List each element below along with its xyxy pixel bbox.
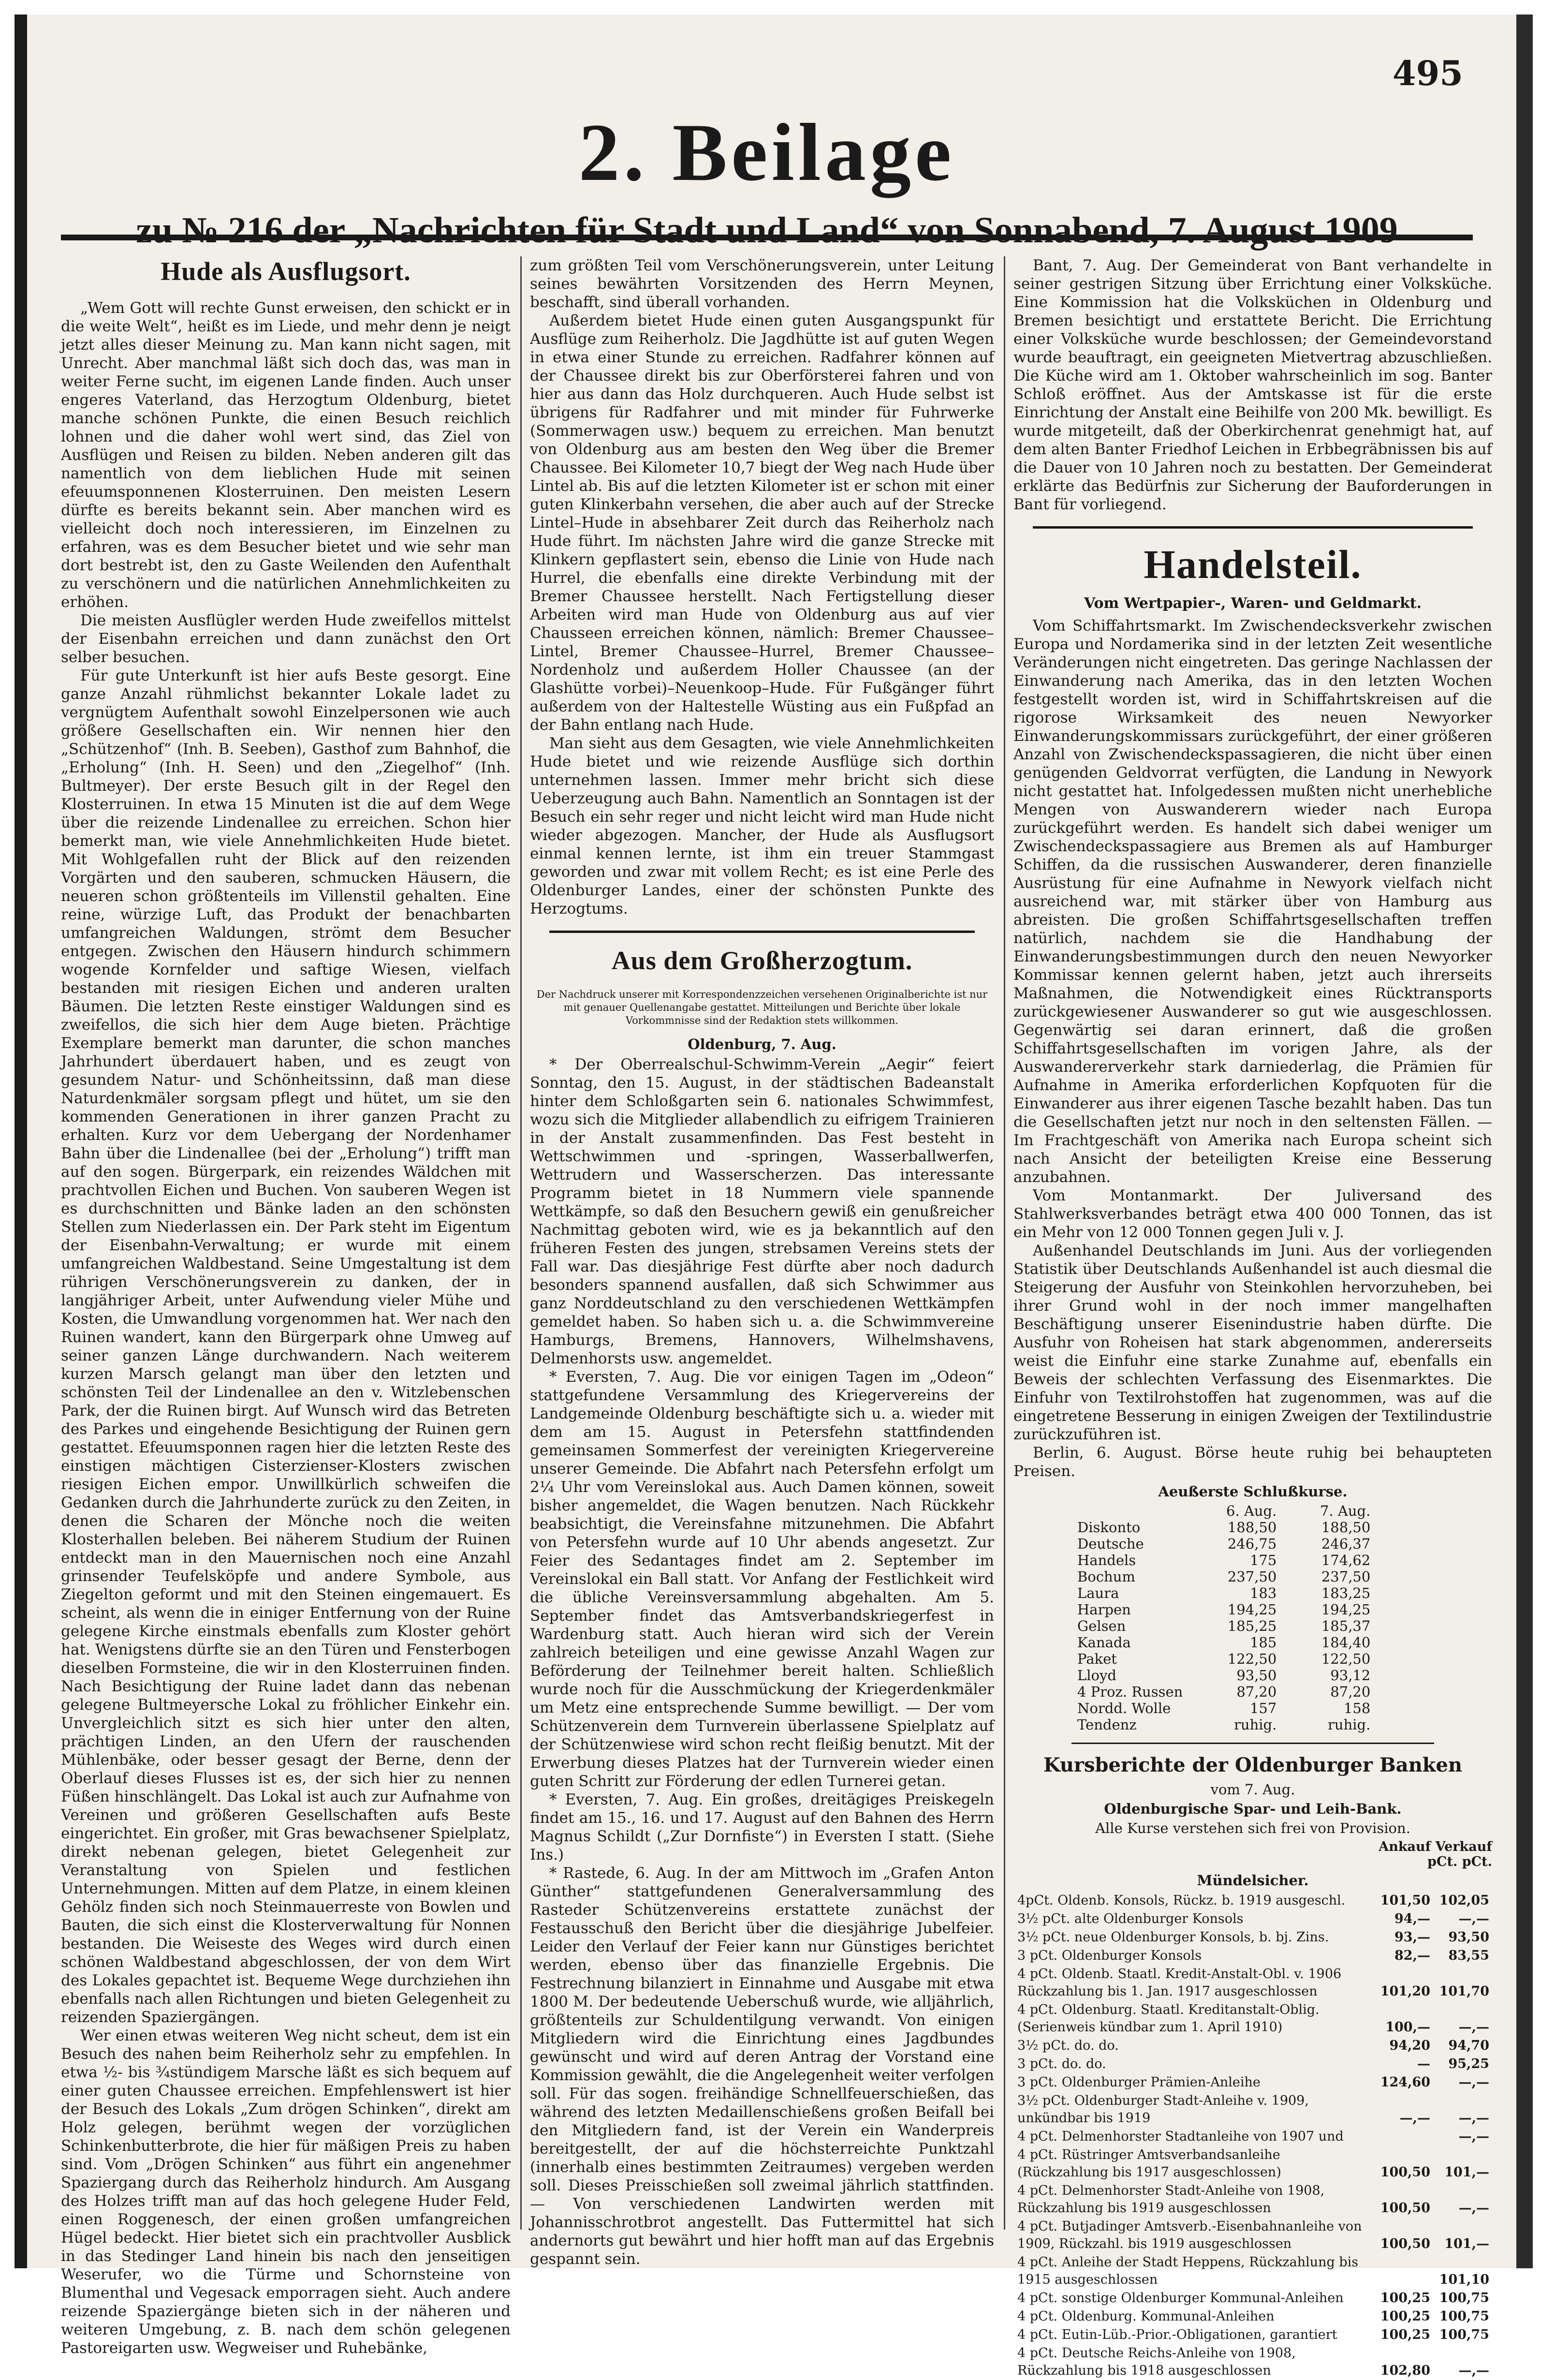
- supplement-subtitle: zu № 216 der „Nachrichten für Stadt und Land“ von Sonnabend, 7. August 1909: [136, 210, 1398, 251]
- stock-row: [1071, 1585, 1376, 1601]
- stock-row: [1071, 1700, 1376, 1716]
- stock-price: 175: [1249, 1552, 1277, 1568]
- news-item: * Eversten, 7. Aug. Ein großes, dreitägiges Preiskegeln findet am 15., 16. und 17. August auf den Bahnen des Herrn Magnus Schildt („Zur Dornfiste“) in Eversten I statt. (Siehe Ins.): [530, 1791, 994, 1863]
- stock-name: Diskonto: [1077, 1519, 1141, 1536]
- section-rule: [1033, 526, 1473, 529]
- bank-name: Oldenburgische Spar- und Leih-Bank.: [1104, 1801, 1402, 1817]
- buy-rate: —,—: [1399, 2111, 1430, 2126]
- reprint-note: Der Nachdruck unserer mit Korrespondenzzeichen versehenen Originalberichte ist nur mit genauer Quellenangabe gestattet. Mitteilungen und Berichte über lokale Vorkommnisse sind der Redaktion stets willkommen.: [536, 989, 988, 1026]
- sell-rate: —,—: [1458, 1911, 1489, 1926]
- stock-name: Gelsen: [1077, 1618, 1126, 1634]
- security-name: 4pCt. Oldenb. Konsols, Rückz. b. 1919 ausgeschl.: [1017, 1893, 1346, 1908]
- buy-rate: 94,—: [1394, 1911, 1430, 1926]
- bank-rate-table: [1013, 1892, 1492, 2380]
- market-paragraph: Vom Montanmarkt. Der Juliversand des Stahlwerksverbandes beträgt etwa 400 000 Tonnen, das ist ein Mehr von 12 000 Tonnen gegen Juli v. J.: [1013, 1187, 1492, 1241]
- security-name: 4 pCt. Oldenburg. Staatl. Kreditanstalt-Oblig. (Serienweis kündbar zum 1. April 1910): [1017, 2002, 1320, 2035]
- stock-row: [1071, 1568, 1376, 1585]
- bank-rate-row: [1013, 2326, 1492, 2344]
- column-2: [530, 256, 994, 2268]
- article-heading-hude: Hude als Ausflugsort.: [161, 257, 411, 286]
- stock-price: 158: [1343, 1700, 1371, 1716]
- sell-rate: 101,—: [1444, 2165, 1489, 2180]
- masthead-rule: [61, 235, 1473, 240]
- sell-rate: 101,70: [1439, 1984, 1489, 1999]
- sell-rate: 83,55: [1448, 1948, 1489, 1963]
- news-item: * Rastede, 6. Aug. In der am Mittwoch im „Grafen Anton Günther“ stattgefundenen Generalversammlung des Rasteder Schützenvereins erstattete zunächst der Festausschuß den Bericht über die diesjährige Jubelfeier. Leider den Verlauf der Feier kann nur Günstiges berichtet werden, ebenso über das finanzielle Ergebnis. Die Festrechnung bilanziert in Einnahme und Ausgabe mit etwa 1800 M. Der bedeutende Ueberschuß wurde, wie alljährlich, größtenteils zur Schuldentilgung verwandt. Von einigen Mitgliedern wird die Einrichtung eines Jagdbundes gewünscht und wird auf deren Antrag der Vorstand eine Kommission gewählt, die die Angelegenheit weiter verfolgen soll. Für das sogen. freihändige Schnellfeuerschießen, das während des letzten Medaillenschießens großen Beifall bei den Mitgliedern fand, ist der Verein ein Wanderpreis bereitgestellt, der auf die höchsterreichte Punktzahl (innerhalb eines bestimmten Zeitraumes) vergeben werden soll. Dieses Preisschießen soll zweimal jährlich stattfinden. — Von verschiedenen Landwirten werden mit Johannisschrotbrot angestellt. Das Futtermittel hat sich andernorts gut bewährt und hier hofft man auf das Ergebnis gespannt sein.: [530, 1864, 994, 2268]
- sell-rate: —,—: [1458, 2075, 1489, 2090]
- stock-price: 122,50: [1227, 1651, 1277, 1667]
- stock-price: 87,20: [1330, 1684, 1371, 1700]
- market-paragraph: Vom Schiffahrtsmarkt. Im Zwischendecksverkehr zwischen Europa und Nordamerika sind in der letzten Zeit wesentliche Veränderungen nicht eingetreten. Das geringe Nachlassen der Einwanderung nach Amerika, das in den letzten Wochen festgestellt worden ist, wird in Schiffahrtskreisen auf die rigorose Wirksamkeit des neuen Newyorker Einwanderungskommissars zurückgeführt, der einer größeren Anzahl von Zwischendeckspassagieren, die nicht über einen genügenden Geldvorrat verfügten, die Landung in Newyork nicht gestattet hat. Infolgedessen mußten nicht unerhebliche Mengen von Auswanderern wieder nach Europa zurückgeführt werden. Es handelt sich dabei weniger um Zwischendeckspassagiere aus Bremen als auf Hamburger Schiffen, da die russischen Auswanderer, deren finanzielle Ausrüstung für eine Aufnahme in Newyork vielfach nicht ausreichend war, mit stärker über von Hamburg aus abreisten. Die großen Schiffahrtsgesellschaften treffen natürlich, nachdem sie die Handhabung der Einwanderungsbestimmungen durch den neuen Newyorker Kommissar kennen gelernt haben, jetzt auch ihrerseits Maßnahmen, die Notwendigkeit eines Rücktransports zurückgewiesener Auswanderer so gut wie ausgeschlossen. Gegenwärtig sei daran erinnert, daß die großen Schiffahrtsgesellschaften im vorigen Jahre, als der Auswandererverkehr stark darniederlag, die Prämien für Aufnahme in Amerika erforderlichen Kopfquoten für die Einwanderer aus ihrer eigenen Tasche bezahlt haben. Das tun die Gesellschaften jetzt nur noch in den seltensten Fällen. — Im Frachtgeschäft von Amerika nach Europa scheint sich nach Ansicht der beteiligten Kreise eine Besserung anzubahnen.: [1013, 617, 1492, 1186]
- stock-row: [1071, 1667, 1376, 1684]
- stock-row: [1071, 1519, 1376, 1536]
- buy-rate: 101,50: [1380, 1893, 1430, 1908]
- stock-price: 184,40: [1321, 1634, 1371, 1651]
- bank-rate-row: [1013, 2307, 1492, 2326]
- buy-rate: 100,25: [1380, 2291, 1430, 2306]
- buy-rate: [1374, 2253, 1433, 2289]
- stock-name: Harpen: [1077, 1601, 1131, 1618]
- sell-rate: —,—: [1458, 2020, 1489, 2035]
- buy-rate: [1374, 2128, 1433, 2146]
- section-heading-grossherzogtum: Aus dem Großherzogtum.: [611, 946, 913, 975]
- stock-name: Laura: [1077, 1585, 1119, 1601]
- security-name: 4 pCt. Deutsche Reichs-Anleihe von 1908, Rückzahlung bis 1918 ausgeschlossen: [1017, 2346, 1296, 2378]
- stock-row: [1071, 1684, 1376, 1700]
- article-paragraph: Wer einen etwas weiteren Weg nicht scheut, dem ist ein Besuch des nahen beim Reiherholz sehr zu empfehlen. In etwa ½- bis ¾stündigem Marsche läßt es sich bequem auf einer guten Chaussee erreichen. Empfehlenswert ist hier der Besuch des Lokals „Zum drögen Schinken“, direkt am Holz gelegen, berühmt wegen der vorzüglichen Schinkenbutterbrote, die hier für mäßigen Preis zu haben sind. Vom „Drögen Schinken“ aus führt ein angenehmer Spaziergang durch das Reiherholz hindurch. Am Ausgang des Holzes trifft man auf das hoch gelegene Huder Feld, einen Roggenesch, der einen großen umfangreichen Hügel bedeckt. Hier bietet sich ein prachtvoller Ausblick in das Stedinger Land hinein bis nach den jenseitigen Weserufer, wo die Türme und Schornsteine von Blumenthal und Vegesack emporragen sieht. Auch andere reizende Spaziergänge bieten sich in der näheren und weiteren Umgebung, z. B. nach dem schön gelegenen Pastoreigarten usw. Wegweiser und Ruhebänke,: [61, 2027, 511, 2357]
- bank-section-heading: Mündelsicher.: [1197, 1872, 1309, 1889]
- sell-rate: 101,10: [1439, 2272, 1489, 2287]
- bank-report-title: Kursberichte der Oldenburger Banken: [1043, 1754, 1463, 1776]
- section-rule: [1071, 1743, 1434, 1744]
- stock-name: Tendenz: [1077, 1716, 1137, 1733]
- bank-rate-row: [1013, 1965, 1492, 2001]
- article-paragraph: Die meisten Ausflügler werden Hude zweifellos mittelst der Eisenbahn erreichen und dann zunächst den Ort selber besuchen.: [61, 612, 511, 666]
- buy-rate: —: [1417, 2056, 1430, 2071]
- stock-row: [1071, 1552, 1376, 1568]
- article-paragraph: Für gute Unterkunft ist hier aufs Beste gesorgt. Eine ganze Anzahl rühmlichst bekannter Lokale ladet zu vergnügtem Aufenthalt sowohl Einzelpersonen wie auch größere Gesellschaften ein. Wir nennen hier den „Schützenhof“ (Inh. B. Seeben), Gasthof zum Bahnhof, die „Erholung“ (Inh. H. Seen) und den „Ziegelhof“ (Inh. Bultmeyer). Der erste Besuch gilt in der Regel den Klosterruinen. In etwa 15 Minuten ist die auf dem Wege über die reizende Lindenallee zu erreichen. Schon hier bemerkt man, wie viele Annehmlichkeiten Hude bietet. Mit Wohlgefallen ruht der Blick auf den reizenden Vorgärten und den sauberen, schmucken Häusern, die neueren schon größtenteils im Villenstil gehalten. Eine reine, würzige Luft, das Produkt der benachbarten umfangreichen Waldungen, strömt dem Besucher entgegen. Zwischen den Häusern hindurch schimmern wogende Kornfelder und saftige Wiesen, vielfach bestanden mit riesigen Eichen und anderen uralten Bäumen. Die letzten Reste einstiger Waldungen sind es zweifellos, die sich hier dem Auge bieten. Prächtige Exemplare bemerkt man darunter, die schon manches Jahrhundert überdauert haben, und es zeugt von gesundem Natur- und Schönheitssinn, daß man diese Naturdenkmäler sorgsam pflegt und hütet, um sie den kommenden Generationen in ihrer ganzen Pracht zu erhalten. Kurz vor dem Uebergang der Nordenhamer Bahn über die Lindenallee (bei der „Erholung“) trifft man auf den sogen. Bürgerpark, ein reizendes Wäldchen mit prachtvollen Eichen und Buchen. Von sauberen Wegen ist es durchschnitten und Bänke laden an den schönsten Stellen zum Niederlassen ein. Der Park steht im Eigentum der Eisenbahn-Verwaltung; er wurde mit einem umfangreichen Waldbestand. Seine Umgestaltung ist dem rührigen Verschönerungsverein zu danken, der in langjähriger Arbeit, unter Aufwendung vieler Mühe und Kosten, die Umwandlung vorgenommen hat. Wer nach den Ruinen wandert, kann den Bürgerpark ohne Umweg auf seiner ganzen Länge durchwandern. Nach weiterem kurzen Marsch gelangt man über den letzten und schönsten Teil der Lindenallee an den v. Witzlebenschen Park, der die Ruinen birgt. Auf Wunsch wird das Betreten des Parkes und eingehende Besichtigung der Ruinen gern gestattet. Efeuumsponnen ragen hier die letzten Reste des einstigen mächtigen Cisterzienser-Klosters zwischen riesigen Eichen empor. Unwillkürlich schweifen die Gedanken durch die Jahrhunderte zurück zu den Zeiten, in denen die Scharen der Mönche noch die weiten Klosterhallen beleben. Bei näherem Studium der Ruinen entdeckt man in den Mauernischen noch eine Anzahl grinsender Teufelsköpfe und andere Symbole, aus Ziegelton geformt und mit den Steinen eingemauert. Es scheint, als wenn die in einiger Entfernung von der Ruine gelegene Kirche einstmals ebenfalls zum Kloster gehört hat. Wenigstens dürfte sie an den Türen und Fensterbogen dieselben Formsteine, die wir in den Klosterruinen finden. Nach Besichtigung der Ruine ladet dann das nebenan gelegene Bultmeyersche Lokal zu fröhlicher Einkehr ein. Unvergleichlich sitzt es sich hier unter den alten, prächtigen Linden, an den Ufern der rauschenden Mühlenbäke, oder besser gesagt der Berne, denn der Oberlauf dieses Flusses ist es, der sich hier zu nennen Füßen hinschlängelt. Das Lokal ist auch zur Aufnahme von Vereinen und größeren Gesellschaften aufs Beste eingerichtet. Ein großer, mit Gras bewachsener Spielplatz, direkt nebenan gelegen, bietet Gelegenheit zur Veranstaltung von Spielen und festlichen Unternehmungen. Mitten auf dem Platze, in einem kleinen Gehölz finden sich noch Steinmauerreste von Bowlen und Bauten, die sich einst die Klosterverwaltung für Nonnen bestanden. Die Weiseste des Weges wird durch einen schönen Waldbestand abgeschlossen, der von dem Wirt des Lokales gepachtet ist. Bequeme Wege durchziehen ihn ebenfalls nach allen Richtungen und bieten Gelegenheit zu reizenden Spaziergängen.: [61, 667, 511, 2026]
- news-item: * Der Oberrealschul-Schwimm-Verein „Aegir“ feiert Sonntag, den 15. August, in der städtischen Badeanstalt hinter dem Schloßgarten sein 6. nationales Schwimmfest, wozu sich die Mitglieder allabendlich zu eifrigem Trainieren in der Anstalt zusammenfinden. Das Fest besteht in Wettschwimmen und -springen, Wasserballwerfen, Wettrudern und Wasserscherzen. Das interessante Programm bietet in 18 Nummern viele spannende Wettkämpfe, so daß den Besuchern gewiß ein genußreicher Nachmittag geboten wird, wie es ja bekanntlich auf den früheren Festen des jungen, strebsamen Vereins stets der Fall war. Das diesjährige Fest dürfte aber noch dadurch besonders spannend ausfallen, daß sich Schwimmer aus ganz Norddeutschland zu den verschiedenen Wettkämpfen gemeldet haben. So haben sich u. a. die Schwimmvereine Hamburgs, Bremens, Hannovers, Wilhelmshavens, Delmenhorsts usw. angemeldet.: [530, 1056, 994, 1367]
- stock-price: 157: [1249, 1700, 1277, 1716]
- buy-rate: 100,50: [1380, 2165, 1430, 2180]
- buy-rate: 101,20: [1380, 1984, 1430, 1999]
- buy-rate: 94,20: [1389, 2038, 1430, 2053]
- security-name: 3½ pCt. neue Oldenburger Konsols, b. bj. Zins.: [1017, 1930, 1329, 1945]
- stock-name: Bochum: [1077, 1568, 1135, 1585]
- sell-rate: —,—: [1458, 2111, 1489, 2126]
- sell-rate: 102,05: [1439, 1893, 1489, 1908]
- stock-price: 93,50: [1236, 1667, 1277, 1684]
- dateline: Oldenburg, 7. Aug.: [688, 1036, 836, 1052]
- stock-row: [1071, 1618, 1376, 1634]
- bank-rate-row: [1013, 1928, 1492, 1947]
- bank-rate-row: [1013, 2217, 1492, 2253]
- stock-price: 237,50: [1321, 1568, 1371, 1585]
- buy-rate: 100,50: [1380, 2236, 1430, 2251]
- buy-rate: 124,60: [1380, 2075, 1430, 2090]
- stock-col-date: 7. Aug.: [1320, 1503, 1371, 1519]
- stock-price: 93,12: [1330, 1667, 1371, 1684]
- buy-rate: 102,80: [1380, 2363, 1430, 2378]
- news-item: Bant, 7. Aug. Der Gemeinderat von Bant verhandelte in seiner gestrigen Sitzung über Errichtung einer Volksküche. Eine Kommission hat die Volksküchen in Oldenburg und Bremen besichtigt und erstattete Bericht. Die Errichtung einer Volksküche wurde beschlossen; der Gemeindevorstand wurde beauftragt, ein geeigneten Mietvertrag abzuschließen. Die Küche wird am 1. Oktober wahrscheinlich im sog. Banter Schloß eröffnet. Aus der Amtskasse ist für die erste Einrichtung der Anstalt eine Beihilfe von 200 Mk. bewilligt. Es wurde mitgeteilt, daß der Oberkirchenrat genehmigt hat, auf dem alten Banter Friedhof Leichen in Erbbegräbnissen bis auf die Dauer von 10 Jahren noch zu bestatten. Der Gemeinderat erklärte das Bedürfnis zur Sicherung der Bauforderungen in Bant für vorliegend.: [1013, 257, 1492, 513]
- stock-price: 246,37: [1321, 1536, 1371, 1552]
- stock-price: 185: [1249, 1634, 1277, 1651]
- section-rule: [549, 931, 975, 933]
- supplement-title: 2. Beilage: [578, 107, 955, 198]
- column-divider: [1004, 256, 1005, 2230]
- stock-price: 194,25: [1227, 1601, 1277, 1618]
- bank-col-unit: pCt. pCt.: [1427, 1854, 1492, 1869]
- bank-rate-row: [1013, 2055, 1492, 2073]
- stock-price: 237,50: [1227, 1568, 1277, 1585]
- bank-rate-row: [1013, 2182, 1492, 2217]
- article-paragraph: zum größten Teil vom Verschönerungsverein, unter Leitung seines bewährten Vorsitzenden des Herrn Meynen, beschafft, sind überall vorhanden.: [530, 257, 994, 311]
- sell-rate: 101,—: [1444, 2236, 1489, 2251]
- stock-name: Nordd. Wolle: [1077, 1700, 1171, 1716]
- stock-col-date: 6. Aug.: [1226, 1503, 1277, 1519]
- stock-price: 246,75: [1227, 1536, 1277, 1552]
- sell-rate: —,—: [1458, 2129, 1489, 2144]
- bank-rate-row: [1013, 2128, 1492, 2146]
- stock-price: 87,20: [1236, 1684, 1277, 1700]
- article-paragraph: „Wem Gott will rechte Gunst erweisen, den schickt er in die weite Welt“, heißt es im Liede, und mehr denn je neigt jetzt alles dieser Meinung zu. Man kann nicht sagen, mit Unrecht. Aber manchmal läßt sich doch das, was man in weiter Ferne sucht, im eigenen Lande finden. Auch unser engeres Vaterland, das Herzogtum Oldenburg, bietet manche schönen Punkte, die einen Besuch reichlich lohnen und die daher wohl wert sind, das Ziel von Ausflügen und Reisen zu bilden. Neben anderen gilt das namentlich von dem lieblichen Hude mit seinen efeuumsponnenen Klosterruinen. Den meisten Lesern dürfte es bereits bekannt sein. Aber manchen wird es vielleicht doch noch interessieren, im Einzelnen zu erfahren, was es dem Besucher bietet und wie sehr man dort bestrebt ist, den zu Gaste Weilenden den Aufenthalt zu verschönern und die natürlichen Annehmlichkeiten zu erhöhen.: [61, 299, 511, 611]
- stock-table: [1071, 1503, 1376, 1733]
- buy-rate: 100,—: [1385, 2020, 1430, 2035]
- market-paragraph: Außenhandel Deutschlands im Juni. Aus der vorliegenden Statistik über Deutschlands Außenhandel ist auch diesmal die Steigerung der Ausfuhr von Steinkohlen hervorzuheben, bei ihrer Grund wohl in der noch immer mangelhaften Beschäftigung unserer Eisenindustrie haben dürfte. Die Ausfuhr von Roheisen hat stark abgenommen, andererseits weist die Einfuhr eine starke Zunahme auf, ebenfalls ein Beweis der schlechten Verfassung des Eisenmarktes. Die Einfuhr von Textilrohstoffen hat zugenommen, was auf die eingetretene Besserung in einigen Zweigen der Textilindustrie zurückzuführen ist.: [1013, 1242, 1492, 1443]
- buy-rate: 100,25: [1380, 2309, 1430, 2324]
- security-name: 3½ pCt. Oldenburger Stadt-Anleihe v. 1909, unkündbar bis 1919: [1017, 2093, 1309, 2126]
- sell-rate: —,—: [1458, 2363, 1489, 2378]
- newspaper-page: [15, 15, 1533, 2378]
- bank-rate-row: [1013, 2073, 1492, 2092]
- stock-name: Paket: [1077, 1651, 1117, 1667]
- buy-rate: 100,25: [1380, 2327, 1430, 2342]
- sell-rate: 100,75: [1439, 2327, 1489, 2342]
- column-divider: [520, 256, 522, 2230]
- bank-rate-row: [1013, 1910, 1492, 1928]
- stock-price: 185,37: [1321, 1618, 1371, 1634]
- security-name: 4 pCt. Oldenburg. Kommunal-Anleihen: [1017, 2309, 1275, 2324]
- market-paragraph: Berlin, 6. August. Börse heute ruhig bei behaupteten Preisen.: [1013, 1444, 1492, 1480]
- news-item: * Eversten, 7. Aug. Die vor einigen Tagen im „Odeon“ stattgefundene Versammlung des Kriegervereins der Landgemeinde Oldenburg beschäftigte sich u. a. wieder mit dem am 15. August in Petersfehn stattfindenden gemeinsamen Sommerfest der vereinigten Kriegervereine unserer Gemeinde. Die Abfahrt nach Petersfehn erfolgt um 2¼ Uhr vom Vereinslokal aus. Auch Damen können, soweit bisher angemeldet, die Wagen benutzen. Nach Rückkehr beabsichtigt, die Vereinsfahne mitzunehmen. Die Abfahrt von Petersfehn wurde auf 10 Uhr abends angesetzt. Zur Feier des Sedantages findet am 2. September im Vereinslokal ein Ball statt. Vor Anfang der Festlichkeit wird die übliche Vereinsversammlung abgehalten. Am 5. September findet das Amtsverbandskriegerfest in Wardenburg statt. Auch hieran wird sich der Verein zahlreich beteiligen und eine gewisse Anzahl Wagen zur Beförderung der Teilnehmer bereit halten. Schließlich wurde noch für die Ausschmückung der Kriegerdenkmäler um Metz eine entsprechende Summe bewilligt. — Der vom Schützenverein dem Turnverein überlassene Spielplatz auf der Schützenwiese wird schon recht fleißig benutzt. Mit der Erwerbung dieses Platzes hat der Turnverein wieder einen guten Schritt zur Förderung der edlen Turnerei getan.: [530, 1368, 994, 1790]
- column-1: [61, 256, 511, 2357]
- sell-rate: —,—: [1458, 2201, 1489, 2216]
- stock-price: 185,25: [1227, 1618, 1277, 1634]
- sell-rate: 100,75: [1439, 2291, 1489, 2306]
- column-3: [1013, 256, 1492, 2378]
- bank-rate-row: [1013, 2001, 1492, 2037]
- sell-rate: 93,50: [1448, 1930, 1489, 1945]
- stock-row: [1071, 1536, 1376, 1552]
- market-subhead: Vom Wertpapier-, Waren- und Geldmarkt.: [1084, 595, 1422, 612]
- page-number: 495: [1392, 53, 1463, 93]
- security-name: 4 pCt. Rüstringer Amtsverbandsanleihe (Rückzahlung bis 1917 ausgeschlossen): [1017, 2147, 1281, 2180]
- stock-price: 122,50: [1321, 1651, 1371, 1667]
- buy-rate: 100,50: [1380, 2201, 1430, 2216]
- sell-rate: 94,70: [1448, 2038, 1489, 2053]
- stock-price: 174,62: [1321, 1552, 1371, 1568]
- bank-rate-row: [1013, 2092, 1492, 2128]
- security-name: 4 pCt. sonstige Oldenburger Kommunal-Anleihen: [1017, 2291, 1344, 2306]
- bank-rate-row: [1013, 2344, 1492, 2380]
- security-name: 3 pCt. do. do.: [1017, 2056, 1106, 2071]
- buy-rate: 93,—: [1394, 1930, 1430, 1945]
- bank-note: Alle Kurse verstehen sich frei von Provision.: [1095, 1820, 1410, 1836]
- stock-name: Kanada: [1077, 1634, 1131, 1651]
- stock-price: 183: [1249, 1585, 1277, 1601]
- stock-row: [1071, 1634, 1376, 1651]
- masthead: [61, 107, 1473, 251]
- security-name: 4 pCt. Anleihe der Stadt Heppens, Rückzahlung bis 1915 ausgeschlossen: [1017, 2255, 1359, 2287]
- stock-price: ruhig.: [1234, 1716, 1277, 1733]
- stock-name: Lloyd: [1077, 1667, 1116, 1684]
- buy-rate: 82,—: [1394, 1948, 1430, 1963]
- bank-rate-row: [1013, 2037, 1492, 2055]
- security-name: 3 pCt. Oldenburger Konsols: [1017, 1948, 1202, 1963]
- bank-rate-row: [1013, 1892, 1492, 1910]
- bank-rate-row: [1013, 1947, 1492, 1965]
- bank-report-date: vom 7. Aug.: [1210, 1781, 1295, 1798]
- stock-name: Handels: [1077, 1552, 1136, 1568]
- bank-rate-row: [1013, 2146, 1492, 2182]
- stock-row: [1071, 1716, 1376, 1733]
- stock-row: [1071, 1651, 1376, 1667]
- stock-price: 183,25: [1321, 1585, 1371, 1601]
- stock-table-header: [1071, 1503, 1376, 1519]
- stock-price: 188,50: [1227, 1519, 1277, 1536]
- stock-name: Deutsche: [1077, 1536, 1144, 1552]
- security-name: 4 pCt. Butjadinger Amtsverb.-Eisenbahnanleihe von 1909, Rückzahl. bis 1919 ausgeschlossen: [1017, 2219, 1362, 2251]
- security-name: 4 pCt. Eutin-Lüb.-Prior.-Obligationen, garantiert: [1017, 2327, 1337, 2342]
- stock-price: 194,25: [1321, 1601, 1371, 1618]
- security-name: 4 pCt. Delmenhorster Stadtanleihe von 1907 und: [1017, 2129, 1344, 2144]
- stock-price: 188,50: [1321, 1519, 1371, 1536]
- sell-rate: 100,75: [1439, 2309, 1489, 2324]
- stock-price: ruhig.: [1328, 1716, 1371, 1733]
- stock-row: [1071, 1601, 1376, 1618]
- security-name: 4 pCt. Oldenb. Staatl. Kredit-Anstalt-Obl. v. 1906 Rückzahlung bis 1. Jan. 1917 ausgeschlossen: [1017, 1966, 1342, 1999]
- security-name: 3½ pCt. do. do.: [1017, 2038, 1119, 2053]
- sell-rate: 95,25: [1448, 2056, 1489, 2071]
- bank-rate-row: [1013, 2253, 1492, 2289]
- security-name: 4 pCt. Delmenhorster Stadt-Anleihe von 1908, Rückzahlung bis 1919 ausgeschlossen: [1017, 2183, 1325, 2216]
- security-name: 3 pCt. Oldenburger Prämien-Anleihe: [1017, 2075, 1261, 2090]
- bank-rate-row: [1013, 2289, 1492, 2307]
- bank-col-head: Ankauf Verkauf: [1379, 1839, 1492, 1854]
- handelsteil-title: Handelsteil.: [1144, 542, 1362, 587]
- article-paragraph: Man sieht aus dem Gesagten, wie viele Annehmlichkeiten Hude bietet und wie reizende Ausflüge sich dorthin unternehmen lassen. Immer mehr bricht sich diese Ueberzeugung auch Bahn. Namentlich an Sonntagen ist der Besuch ein sehr reger und nicht leicht wird man Hude nicht wieder abgezogen. Mancher, der Hude als Ausflugsort einmal kennen lernte, ist ihm ein treuer Stammgast geworden und zwar mit vollem Recht; es ist eine Perle des Oldenburger Landes, einer der schönsten Punkte des Herzogtums.: [530, 735, 994, 917]
- stock-table-title: Aeußerste Schlußkurse.: [1158, 1483, 1348, 1500]
- article-paragraph: Außerdem bietet Hude einen guten Ausgangspunkt für Ausflüge zum Reiherholz. Die Jagdhütte ist auf guten Wegen in etwa einer Stunde zu erreichen. Radfahrer können auf der Chaussee direkt bis zur Oberförsterei fahren und von hier aus dann das Holz durchqueren. Auch Hude selbst ist übrigens für Radfahrer und mit minder für Fuhrwerke (Sommerwagen usw.) bequem zu erreichen. Man benutzt von Oldenburg aus am besten den Weg über die Bremer Chaussee. Bei Kilometer 10,7 biegt der Weg nach Hude über Lintel ab. Bis auf die letzten Kilometer ist er schon mit einer guten Klinkerbahn versehen, die aber auch auf der Strecke Lintel–Hude in absehbarer Zeit durch das Reiherholz nach Hude führt. Im nächsten Jahre wird die ganze Strecke mit Klinkern gepflastert sein, ebenso die Linie von Hude nach Hurrel, die ebenfalls eine direkte Verbindung mit der Bremer Chaussee herstellt. Nach Fertigstellung dieser Arbeiten wird man Hude von Oldenburg aus auf vier Chausseen erreichen können, nämlich: Bremer Chaussee–Lintel, Bremer Chaussee–Hurrel, Bremer Chaussee–Nordenholz und außerdem Holler Chaussee (an der Glashütte vorbei)–Neuenkoop–Hude. Für Fußgänger führt außerdem von der Haltestelle Wüsting aus ein Fußpfad an der Bahn entlang nach Hude.: [530, 312, 994, 734]
- security-name: 3½ pCt. alte Oldenburger Konsols: [1017, 1911, 1244, 1926]
- stock-name: 4 Proz. Russen: [1077, 1684, 1183, 1700]
